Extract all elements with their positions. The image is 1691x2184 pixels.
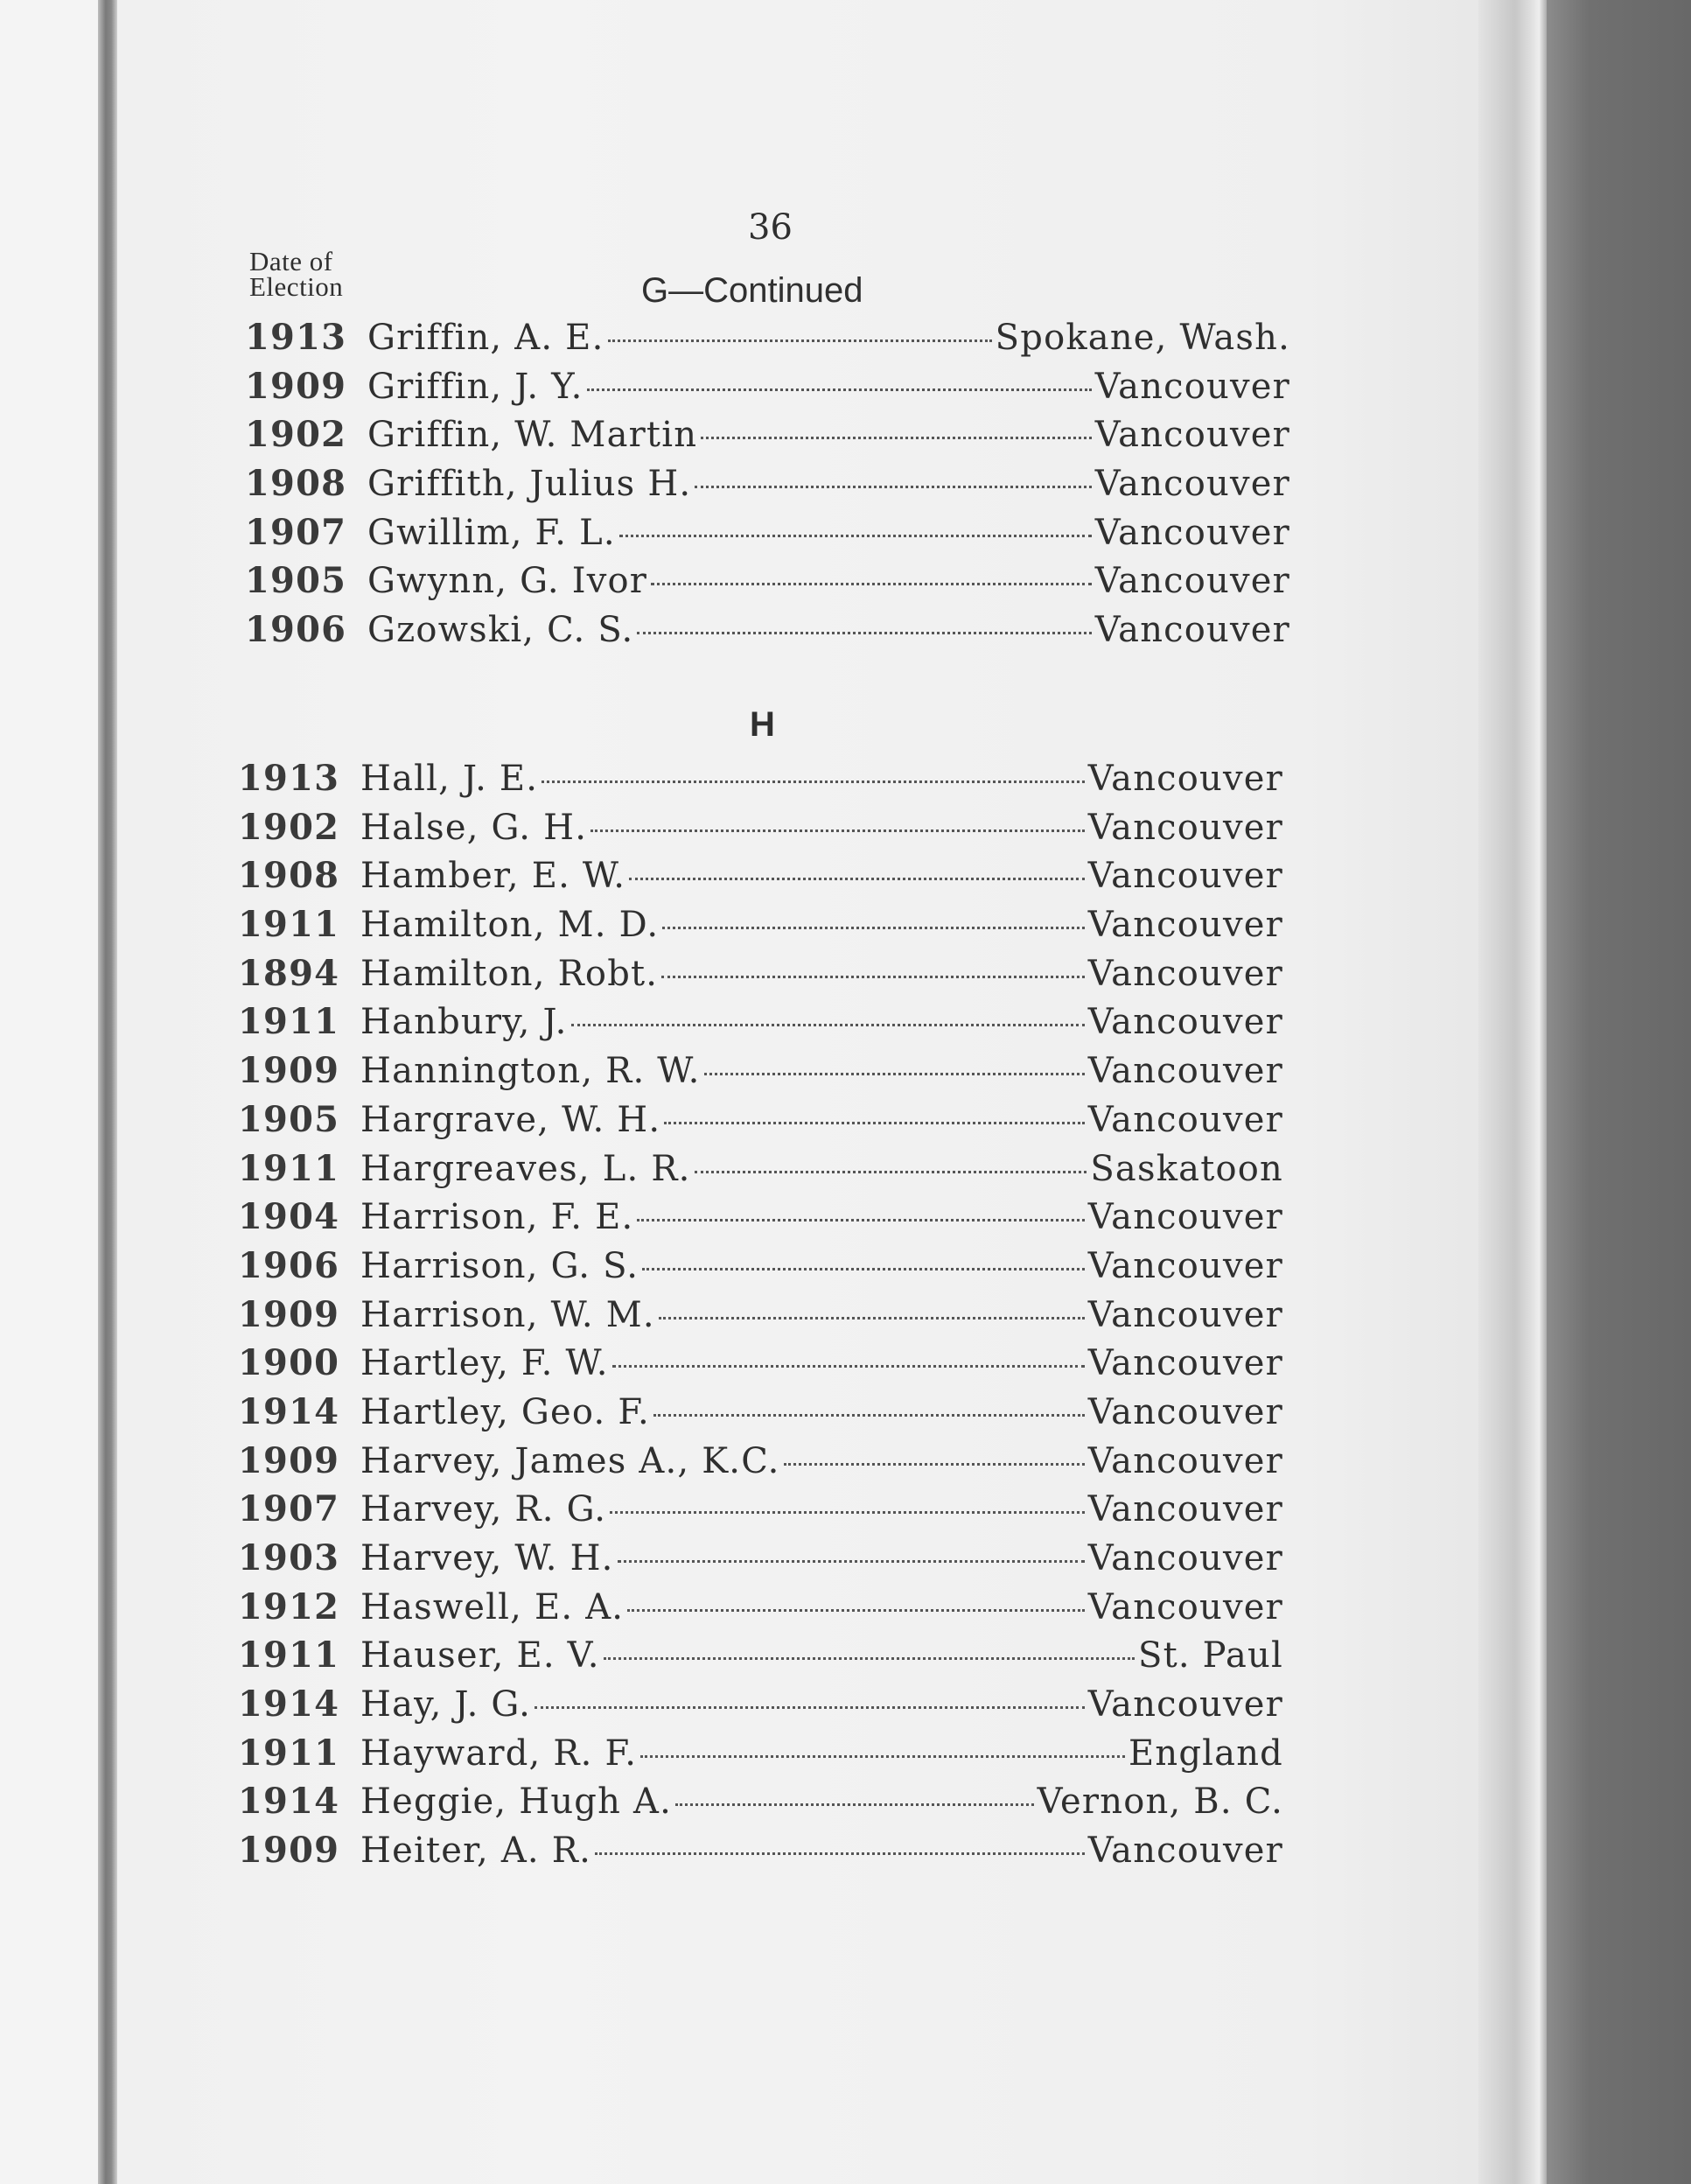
dot-leader xyxy=(695,1171,1087,1173)
member-entry xyxy=(238,1781,1283,1830)
dot-leader xyxy=(587,388,1092,391)
election-year: 1909 xyxy=(238,1293,340,1335)
member-location: Vancouver xyxy=(1087,1830,1283,1872)
member-list-h xyxy=(238,758,1283,1879)
left-margin xyxy=(0,0,98,2184)
member-name: Hartley, F. W. xyxy=(360,1343,609,1384)
left-page-edge xyxy=(98,0,117,2184)
member-entry xyxy=(245,414,1290,463)
member-name: Hay, J. G. xyxy=(360,1684,532,1726)
member-entry xyxy=(238,1830,1283,1879)
election-year: 1911 xyxy=(238,1732,340,1774)
member-name: Hanbury, J. xyxy=(360,1002,568,1043)
member-name: Halse, G. H. xyxy=(360,807,588,848)
dot-leader xyxy=(618,1560,1085,1563)
column-header-line2: Election xyxy=(249,271,344,302)
member-entry xyxy=(238,1684,1283,1732)
election-year: 1905 xyxy=(245,560,347,602)
dot-leader xyxy=(704,1073,1085,1075)
right-dark-margin xyxy=(1547,0,1691,2184)
dot-leader xyxy=(571,1024,1085,1026)
dot-leader xyxy=(590,830,1085,832)
dot-leader xyxy=(627,1609,1085,1612)
election-year: 1906 xyxy=(238,1244,340,1286)
election-year: 1909 xyxy=(238,1830,340,1872)
member-name: Harvey, James A., K.C. xyxy=(360,1440,780,1481)
member-name: Harrison, G. S. xyxy=(360,1245,639,1286)
member-entry xyxy=(245,317,1290,366)
dot-leader xyxy=(629,878,1085,880)
member-entry xyxy=(245,560,1290,609)
election-year: 1905 xyxy=(238,1098,340,1140)
dot-leader xyxy=(604,1657,1135,1660)
member-name: Harrison, W. M. xyxy=(360,1294,655,1335)
member-entry xyxy=(238,855,1283,904)
member-location: Vancouver xyxy=(1087,905,1283,946)
member-entry xyxy=(238,1634,1283,1684)
member-name: Gzowski, C. S. xyxy=(367,610,634,651)
column-header-date-of-election xyxy=(249,246,344,302)
member-entry xyxy=(238,1342,1283,1391)
member-name: Hayward, R. F. xyxy=(360,1732,638,1774)
dot-leader xyxy=(695,486,1091,488)
member-location: Vancouver xyxy=(1087,1099,1283,1140)
member-location: Vancouver xyxy=(1087,1343,1283,1384)
member-name: Heggie, Hugh A. xyxy=(360,1782,672,1823)
member-name: Gwillim, F. L. xyxy=(367,512,616,553)
election-year: 1913 xyxy=(238,758,340,799)
election-year: 1912 xyxy=(238,1586,340,1628)
member-entry xyxy=(238,1732,1283,1782)
column-header-line1: Date of xyxy=(249,246,333,276)
member-location: Vancouver xyxy=(1087,1391,1283,1432)
member-location: Vancouver xyxy=(1087,1538,1283,1578)
member-entry xyxy=(238,1001,1283,1050)
election-year: 1906 xyxy=(245,609,347,651)
member-entry xyxy=(238,1586,1283,1635)
election-year: 1911 xyxy=(238,1001,340,1043)
member-name: Griffith, Julius H. xyxy=(367,464,692,505)
member-entry xyxy=(245,609,1290,658)
dot-leader xyxy=(642,1268,1085,1270)
member-entry xyxy=(238,1245,1283,1294)
dot-leader xyxy=(595,1852,1085,1855)
member-name: Hamilton, Robt. xyxy=(360,953,659,994)
member-entry xyxy=(245,366,1290,415)
member-location: Vancouver xyxy=(1087,1586,1283,1628)
member-name: Hannington, R. W. xyxy=(360,1051,701,1092)
member-name: Hargreaves, L. R. xyxy=(360,1148,691,1189)
election-year: 1894 xyxy=(238,952,340,994)
member-location: Vancouver xyxy=(1087,1489,1283,1530)
member-name: Heiter, A. R. xyxy=(360,1830,591,1872)
election-year: 1902 xyxy=(238,806,340,848)
dot-leader xyxy=(784,1463,1085,1466)
member-location: Vancouver xyxy=(1087,1051,1283,1092)
dot-leader xyxy=(653,1414,1085,1417)
member-entry xyxy=(238,1391,1283,1440)
dot-leader xyxy=(701,437,1092,439)
member-location: Vancouver xyxy=(1087,807,1283,848)
dot-leader xyxy=(608,340,992,342)
member-location: Vancouver xyxy=(1087,1245,1283,1286)
member-name: Harrison, F. E. xyxy=(360,1197,634,1238)
member-entry xyxy=(238,1537,1283,1586)
election-year: 1908 xyxy=(238,855,340,897)
member-name: Hauser, E. V. xyxy=(360,1635,600,1676)
dot-leader xyxy=(662,927,1084,929)
dot-leader xyxy=(651,583,1092,585)
election-year: 1907 xyxy=(245,511,347,553)
election-year: 1904 xyxy=(238,1196,340,1238)
election-year: 1909 xyxy=(238,1050,340,1092)
member-name: Griffin, J. Y. xyxy=(367,366,583,407)
right-page-fold xyxy=(1478,0,1540,2184)
member-location: Vancouver xyxy=(1094,561,1290,602)
member-location: England xyxy=(1128,1732,1283,1774)
member-entry xyxy=(245,512,1290,561)
election-year: 1914 xyxy=(238,1684,340,1726)
dot-leader xyxy=(664,1122,1084,1124)
dot-leader xyxy=(610,1511,1085,1514)
member-location: Vancouver xyxy=(1094,366,1290,407)
member-entry xyxy=(238,1050,1283,1099)
member-name: Harvey, R. G. xyxy=(360,1489,607,1530)
election-year: 1907 xyxy=(238,1488,340,1530)
member-entry xyxy=(238,953,1283,1002)
election-year: 1909 xyxy=(238,1439,340,1481)
member-name: Haswell, E. A. xyxy=(360,1586,625,1628)
member-entry xyxy=(238,758,1283,807)
dot-leader xyxy=(535,1706,1085,1709)
election-year: 1908 xyxy=(245,463,347,505)
election-year: 1902 xyxy=(245,414,347,456)
dot-leader xyxy=(661,976,1085,978)
member-location: Vancouver xyxy=(1087,953,1283,994)
dot-leader xyxy=(640,1755,1125,1758)
member-entry xyxy=(238,1294,1283,1343)
member-name: Griffin, A. E. xyxy=(367,318,604,358)
member-name: Gwynn, G. Ivor xyxy=(367,561,648,602)
election-year: 1913 xyxy=(245,317,347,358)
member-name: Hall, J. E. xyxy=(360,759,539,799)
member-location: Vancouver xyxy=(1094,415,1290,456)
election-year: 1911 xyxy=(238,1147,340,1189)
page-number: 36 xyxy=(748,207,793,248)
member-location: Vancouver xyxy=(1087,759,1283,799)
dot-leader xyxy=(675,1803,1034,1806)
member-location: Vancouver xyxy=(1087,856,1283,897)
member-location: Saskatoon xyxy=(1090,1148,1283,1189)
member-name: Griffin, W. Martin xyxy=(367,415,698,456)
member-name: Harvey, W. H. xyxy=(360,1538,614,1578)
member-location: Vancouver xyxy=(1087,1684,1283,1726)
member-location: Vancouver xyxy=(1087,1197,1283,1238)
dot-leader xyxy=(637,1219,1084,1222)
election-year: 1911 xyxy=(238,1634,340,1676)
member-name: Hamilton, M. D. xyxy=(360,905,660,946)
election-year: 1900 xyxy=(238,1342,340,1384)
member-location: Vancouver xyxy=(1087,1294,1283,1335)
dot-leader xyxy=(542,780,1085,783)
member-entry xyxy=(238,1440,1283,1489)
member-name: Hargrave, W. H. xyxy=(360,1099,661,1140)
member-name: Hartley, Geo. F. xyxy=(360,1391,650,1432)
member-entry xyxy=(238,1148,1283,1197)
member-name: Hamber, E. W. xyxy=(360,856,626,897)
member-entry xyxy=(238,807,1283,856)
member-entry xyxy=(238,1099,1283,1148)
member-location: Vernon, B. C. xyxy=(1037,1782,1283,1823)
member-location: Vancouver xyxy=(1094,610,1290,651)
member-entry xyxy=(238,1488,1283,1537)
member-entry xyxy=(238,904,1283,953)
dot-leader xyxy=(619,535,1092,537)
election-year: 1914 xyxy=(238,1781,340,1823)
member-list-g xyxy=(245,317,1290,658)
election-year: 1914 xyxy=(238,1390,340,1432)
member-entry xyxy=(245,463,1290,512)
election-year: 1903 xyxy=(238,1537,340,1578)
election-year: 1909 xyxy=(245,365,347,407)
member-location: Vancouver xyxy=(1094,512,1290,553)
member-entry xyxy=(238,1196,1283,1245)
section-heading-g: G—Continued xyxy=(641,271,863,310)
election-year: 1911 xyxy=(238,904,340,946)
member-location: Vancouver xyxy=(1094,464,1290,505)
dot-leader xyxy=(612,1365,1085,1368)
member-location: Spokane, Wash. xyxy=(995,318,1290,358)
dot-leader xyxy=(659,1317,1085,1320)
section-heading-h: H xyxy=(750,705,775,744)
dot-leader xyxy=(637,632,1091,634)
member-location: Vancouver xyxy=(1087,1002,1283,1043)
member-location: St. Paul xyxy=(1137,1635,1283,1676)
member-location: Vancouver xyxy=(1087,1440,1283,1481)
